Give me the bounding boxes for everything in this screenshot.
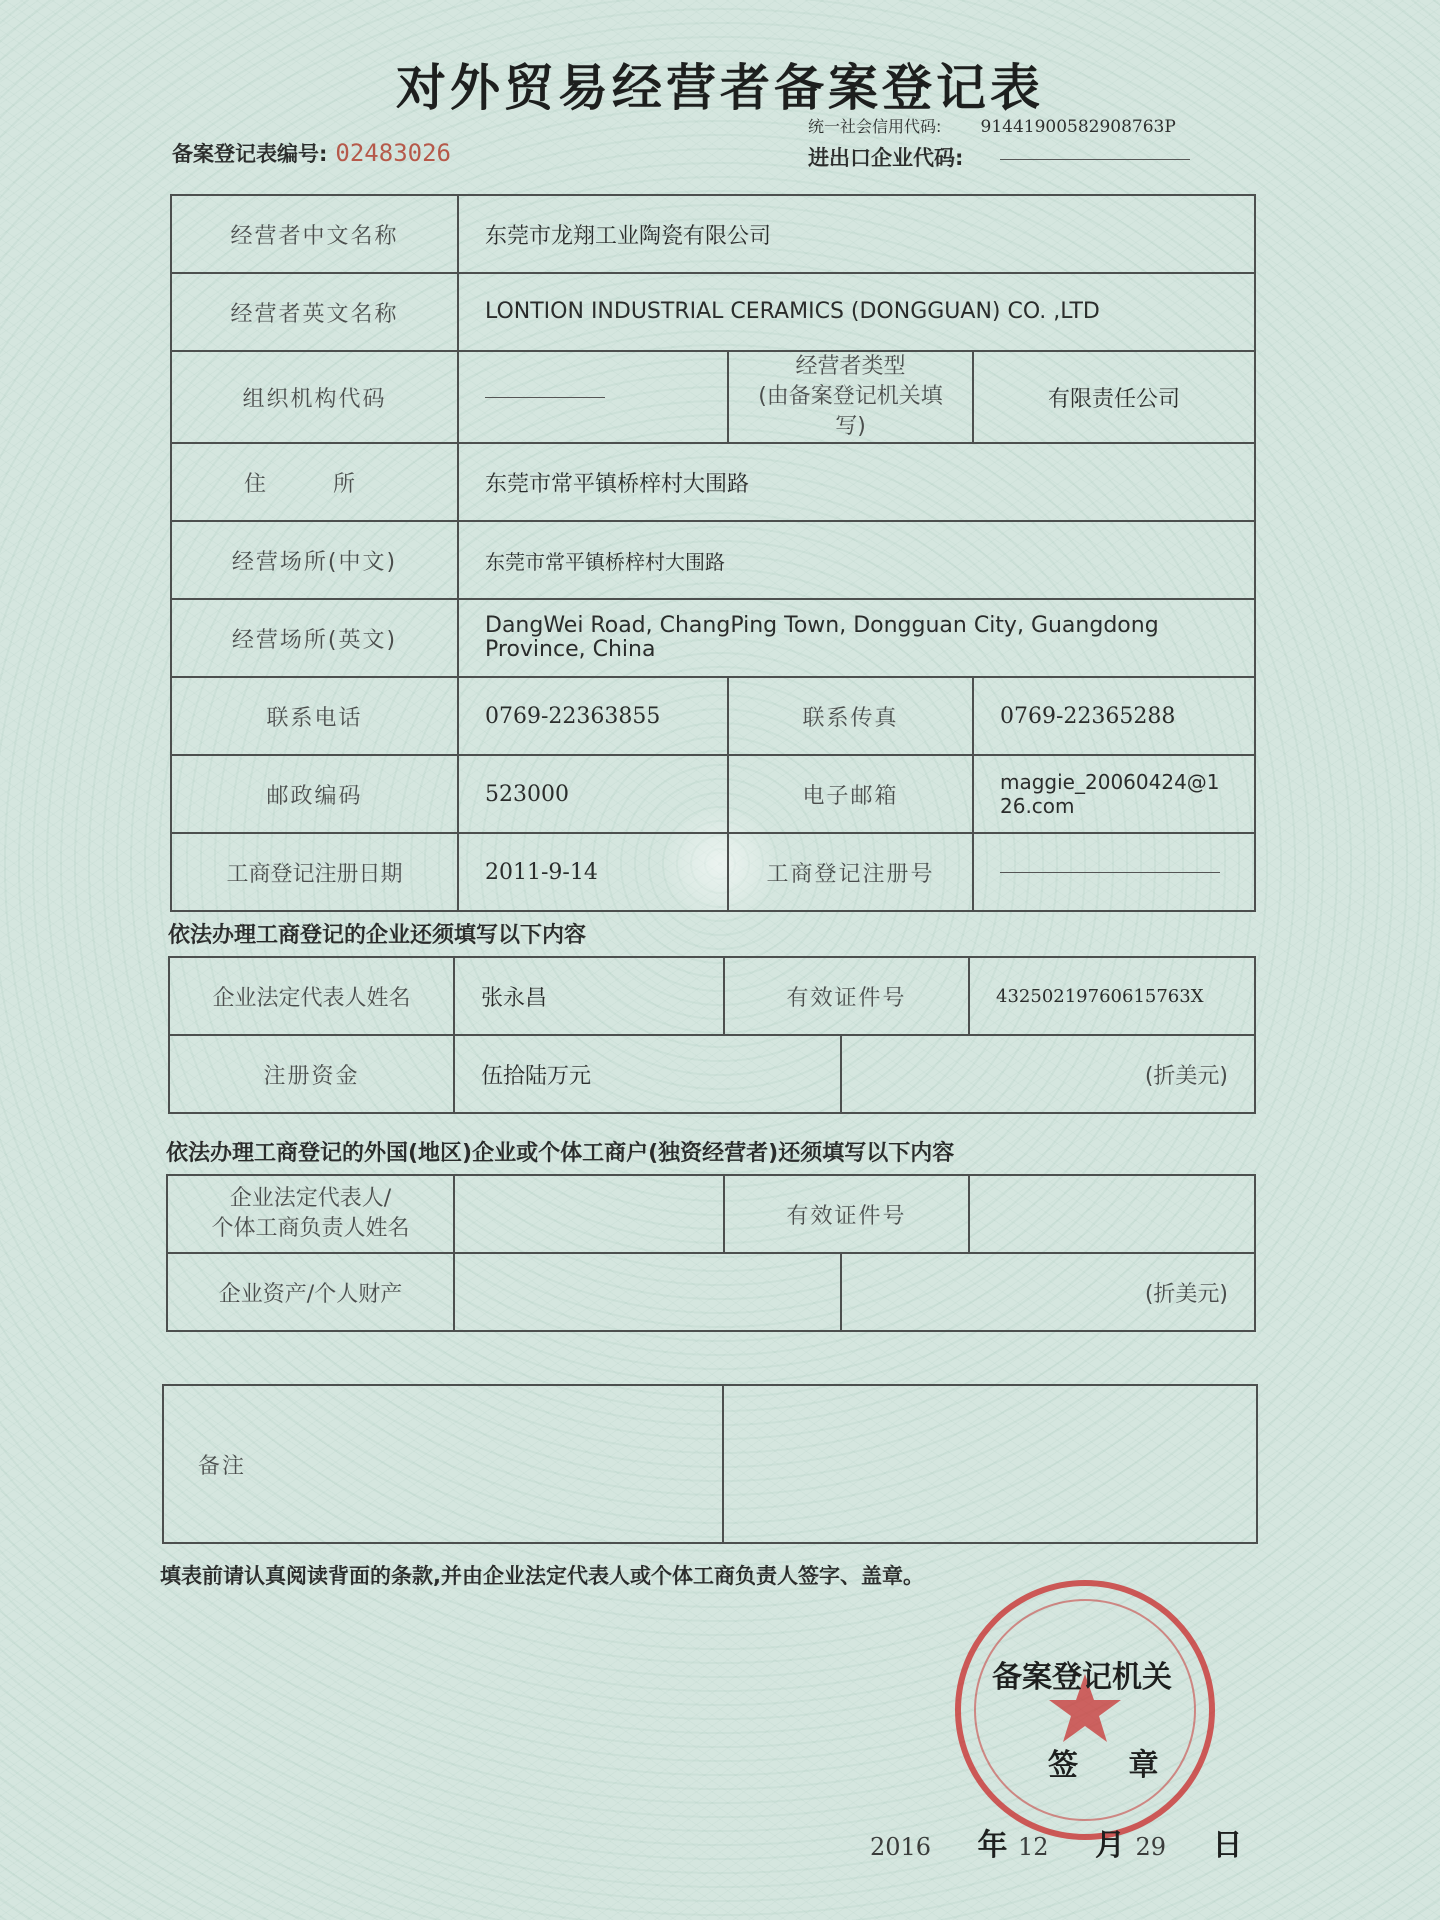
operator-type-value: 有限责任公司 xyxy=(973,351,1255,443)
issue-date xyxy=(870,1820,1242,1864)
en-name-value: LONTION INDUSTRIAL CERAMICS (DONGGUAN) CO. ,LTD xyxy=(458,273,1255,351)
reg-no-label: 工商登记注册号 xyxy=(728,833,973,911)
en-name-label: 经营者英文名称 xyxy=(171,273,458,351)
postal-label: 邮政编码 xyxy=(171,755,458,833)
remarks-table xyxy=(162,1384,1258,1544)
official-seal xyxy=(955,1580,1215,1840)
date-year-unit: 年 xyxy=(977,1828,1008,1863)
id-number-value: 43250219760615763X xyxy=(969,957,1255,1035)
legal-rep-value: 张永昌 xyxy=(454,957,724,1035)
legal-rep-label: 企业法定代表人姓名 xyxy=(169,957,454,1035)
main-info-table xyxy=(170,194,1256,912)
foreign-id-label: 有效证件号 xyxy=(724,1175,969,1253)
ie-code-row xyxy=(808,142,1190,172)
date-month-unit: 月 xyxy=(1094,1828,1125,1863)
operator-type-label xyxy=(728,351,973,443)
reg-date-label: 工商登记注册日期 xyxy=(171,833,458,911)
foreign-rep-label-line1: 企业法定代表人/ xyxy=(229,1186,392,1211)
remarks-label: 备注 xyxy=(163,1385,723,1543)
site-cn-label: 经营场所(中文) xyxy=(171,521,458,599)
phone-label: 联系电话 xyxy=(171,677,458,755)
id-number-label: 有效证件号 xyxy=(724,957,969,1035)
foreign-id-value xyxy=(969,1175,1255,1253)
date-year: 2016 xyxy=(870,1833,932,1861)
phone-value: 0769-22363855 xyxy=(458,677,728,755)
section2-heading: 依法办理工商登记的企业还须填写以下内容 xyxy=(168,923,587,948)
address-value: 东莞市常平镇桥梓村大围路 xyxy=(458,443,1255,521)
email-label: 电子邮箱 xyxy=(728,755,973,833)
cn-name-value: 东莞市龙翔工业陶瓷有限公司 xyxy=(458,195,1255,273)
capital-value: 伍拾陆万元 xyxy=(454,1035,841,1113)
foreign-rep-label-line2: 个体工商负责人姓名 xyxy=(211,1216,410,1241)
org-code-value xyxy=(458,351,728,443)
table-row xyxy=(169,957,1255,1035)
cn-name-label: 经营者中文名称 xyxy=(171,195,458,273)
date-day: 29 xyxy=(1135,1833,1166,1861)
table-row xyxy=(171,521,1255,599)
table-row xyxy=(163,1385,1257,1543)
assets-usd-label: (折美元) xyxy=(841,1253,1255,1331)
credit-code-value: 91441900582908763P xyxy=(980,117,1176,137)
email-value: maggie_20060424@126.com xyxy=(973,755,1255,833)
table-row xyxy=(171,443,1255,521)
date-day-unit: 日 xyxy=(1212,1828,1243,1863)
reg-no-value xyxy=(973,833,1255,911)
postal-value: 523000 xyxy=(458,755,728,833)
site-en-label: 经营场所(英文) xyxy=(171,599,458,677)
foreign-rep-value xyxy=(454,1175,724,1253)
table-row xyxy=(167,1253,1255,1331)
seal-star-icon xyxy=(961,1586,1209,1834)
sign-label: 签 章 xyxy=(1048,1748,1179,1783)
form-title: 对外贸易经营者备案登记表 xyxy=(396,59,1044,117)
serial-value: 02483026 xyxy=(335,139,451,167)
date-month: 12 xyxy=(1017,1833,1049,1861)
fax-value: 0769-22365288 xyxy=(973,677,1255,755)
table-row xyxy=(171,195,1255,273)
assets-value xyxy=(454,1253,841,1331)
section3-heading: 依法办理工商登记的外国(地区)企业或个体工商户(独资经营者)还须填写以下内容 xyxy=(166,1141,955,1166)
table-row xyxy=(171,833,1255,911)
foreign-info-table xyxy=(166,1174,1256,1332)
footer-note: 填表前请认真阅读背面的条款,并由企业法定代表人或个体工商负责人签字、盖章。 xyxy=(160,1564,924,1588)
ie-code-blank xyxy=(1000,159,1190,160)
site-cn-value: 东莞市常平镇桥梓村大围路 xyxy=(458,521,1255,599)
credit-code-label: 统一社会信用代码: xyxy=(808,117,942,136)
authority-label: 备案登记机关 xyxy=(992,1660,1172,1695)
org-code-label: 组织机构代码 xyxy=(171,351,458,443)
serial-label: 备案登记表编号: xyxy=(172,142,328,166)
capital-label: 注册资金 xyxy=(169,1035,454,1113)
site-en-value: DangWei Road, ChangPing Town, Dongguan City, Guangdong Province, China xyxy=(458,599,1255,677)
table-row xyxy=(171,273,1255,351)
blank-dash xyxy=(485,397,605,398)
capital-usd-label: (折美元) xyxy=(841,1035,1255,1113)
credit-code-row xyxy=(808,114,1176,137)
table-row xyxy=(171,677,1255,755)
operator-type-label-line1: 经营者类型 xyxy=(795,354,906,379)
reg-date-value: 2011-9-14 xyxy=(458,833,728,911)
assets-label: 企业资产/个人财产 xyxy=(167,1253,454,1331)
ie-code-label: 进出口企业代码: xyxy=(808,146,964,170)
table-row xyxy=(171,755,1255,833)
serial-number-row xyxy=(172,138,451,168)
address-label: 住 所 xyxy=(171,443,458,521)
domestic-info-table xyxy=(168,956,1256,1114)
fax-label: 联系传真 xyxy=(728,677,973,755)
table-row xyxy=(169,1035,1255,1113)
operator-type-label-line2: (由备案登记机关填写) xyxy=(758,384,943,439)
blank-dash xyxy=(1000,872,1220,873)
table-row xyxy=(171,351,1255,443)
remarks-value xyxy=(723,1385,1257,1543)
table-row xyxy=(167,1175,1255,1253)
foreign-rep-label xyxy=(167,1175,454,1253)
table-row xyxy=(171,599,1255,677)
